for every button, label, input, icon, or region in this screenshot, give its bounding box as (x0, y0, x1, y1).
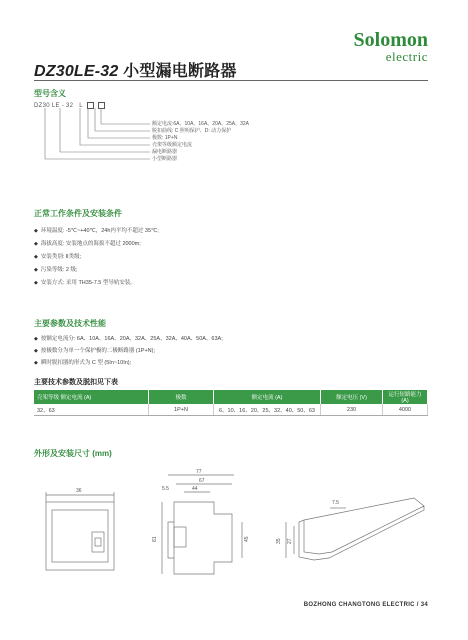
dim-side-top: 77 (196, 469, 202, 475)
side-view (162, 475, 242, 574)
table-header: 极数 (149, 390, 214, 404)
front-lever (95, 538, 101, 546)
table-cell: 230 (321, 404, 383, 416)
dim-side-inner: 44 (192, 486, 198, 492)
title-model: DZ30LE-32 (34, 63, 119, 80)
table-cell: 1P+N (149, 404, 214, 416)
dim-side-mid: 67 (199, 478, 205, 484)
condition-item: ◆ 安装方式: 采用 TH35-7.5 型导轨安装。 (34, 278, 136, 286)
table-header: 运行短路能力 (A) (383, 390, 428, 404)
dim-front-width: 36 (76, 488, 82, 494)
table-header: 额定电压 (V) (321, 390, 383, 404)
condition-item: ◆ 海拔高度: 安装地点的海拔不超过 2000m; (34, 239, 141, 247)
table-header: 壳架等级 额定电流 (A) (34, 390, 149, 404)
front-face (52, 510, 108, 562)
title-name: 小型漏电断路器 (123, 63, 237, 80)
din-rail (299, 506, 424, 560)
table-cell: 6、10、16、20、25、32、40、50、63 (214, 404, 321, 416)
model-prefix: DZ30 LE - 32 (34, 103, 74, 110)
condition-item: ◆ 安装类别: Ⅱ类级; (34, 252, 81, 260)
model-leader-lines (0, 0, 468, 200)
section-parameters: 主要参数及技术性能 (34, 319, 106, 328)
table-cell: 32、63 (34, 404, 149, 416)
brand-name: Solomon (353, 29, 428, 51)
dim-height-left: 81 (152, 536, 158, 542)
model-item-1: 额定电流:6A、10A、16A、20A、25A、32A (152, 121, 249, 127)
model-item-5: 漏电断路器 (152, 149, 178, 155)
model-letter: L (79, 103, 83, 110)
dim-height-right: 45 (244, 536, 250, 542)
section-conditions: 正常工作条件及安装条件 (34, 209, 122, 218)
side-terminal (168, 522, 174, 558)
table-header-row (34, 390, 428, 404)
condition-item: ◆ 污染等级: 2 级; (34, 265, 78, 273)
dim-rail-h2: 27 (287, 538, 293, 544)
spec-table (34, 390, 428, 416)
rail-view (286, 498, 424, 560)
parameter-item: ◆ 按额定电流分: 6A、10A、16A、20A、32A、25A、32A、40A、50A、63A; (34, 334, 223, 342)
side-clip (174, 527, 186, 547)
model-item-3: 极数: 1P+N (152, 135, 178, 141)
dim-rail-thickness: 7.5 (332, 500, 339, 506)
condition-item: ◆ 环境温度: -5℃~+40℃，24h内平均不超过 35℃; (34, 226, 159, 234)
table-header: 额定电流 (A) (214, 390, 321, 404)
brand-sub: electric (385, 49, 428, 64)
parameter-item: ◆ 瞬时脱扣器的形式为 C 型 (5In~10In); (34, 358, 131, 366)
section-dimensions: 外形及安装尺寸 (mm) (34, 449, 112, 458)
model-item-6: 小型断路器 (152, 156, 178, 162)
table-row (34, 404, 428, 416)
dim-side-left: 5.5 (162, 486, 169, 492)
table-cell: 4000 (383, 404, 428, 416)
front-handle (92, 532, 104, 552)
table-title: 主要技术参数及脱扣见下表 (34, 379, 118, 386)
side-body (174, 502, 232, 574)
parameter-item: ◆ 按极数分为单一个保护极的二极断路器 (1P+N); (34, 346, 155, 354)
model-item-2: 脱扣曲线: C 照明保护、D: 动力保护 (152, 128, 232, 134)
din-rail-top (304, 498, 424, 520)
section-model-meaning: 型号含义 (34, 89, 66, 98)
page-footer: BOZHONG CHANGTONG ELECTRIC / 34 (303, 602, 428, 608)
dimension-drawing (34, 462, 428, 587)
front-view (46, 492, 114, 570)
dim-rail-h1: 35 (276, 538, 282, 544)
model-item-4: 壳架等级额定电流 (152, 142, 193, 148)
